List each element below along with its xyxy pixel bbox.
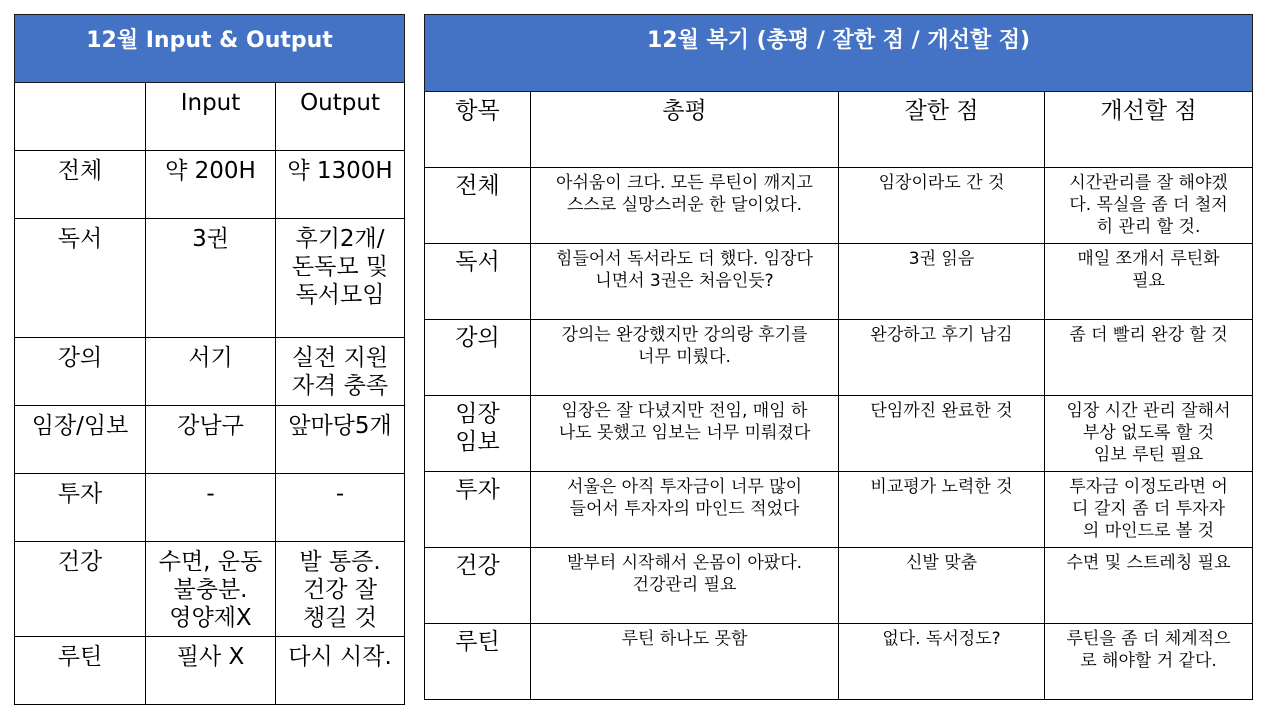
table-row xyxy=(15,338,405,406)
monthly-review-title: 12월 복기 (총평 / 잘한 점 / 개선할 점) xyxy=(425,15,1253,92)
row-label: 건강 xyxy=(15,542,146,637)
improve-cell: 매일 쪼개서 루틴화 필요 xyxy=(1045,244,1253,320)
output-cell: - xyxy=(276,474,405,542)
improve-cell: 좀 더 빨리 완강 할 것 xyxy=(1045,320,1253,396)
table-row xyxy=(15,151,405,219)
table-row xyxy=(425,472,1253,548)
summary-cell: 발부터 시작해서 온몸이 아팠다. 건강관리 필요 xyxy=(531,548,839,624)
row-label: 투자 xyxy=(15,474,146,542)
summary-cell: 강의는 완강했지만 강의랑 후기를 너무 미뤘다. xyxy=(531,320,839,396)
input-output-title: 12월 Input & Output xyxy=(15,15,405,83)
row-label: 독서 xyxy=(15,219,146,338)
output-cell: 후기2개/ 돈독모 및 독서모임 xyxy=(276,219,405,338)
table-row xyxy=(15,406,405,474)
table-row xyxy=(15,474,405,542)
output-cell: 실전 지원 자격 충족 xyxy=(276,338,405,406)
improve-cell: 임장 시간 관리 잘해서 부상 없도록 할 것 임보 루틴 필요 xyxy=(1045,396,1253,472)
good-cell: 비교평가 노력한 것 xyxy=(839,472,1045,548)
improve-cell: 수면 및 스트레칭 필요 xyxy=(1045,548,1253,624)
column-header-blank xyxy=(15,83,146,151)
table-row xyxy=(15,637,405,705)
column-header-output: Output xyxy=(276,83,405,151)
row-label: 전체 xyxy=(425,168,531,244)
table-row xyxy=(425,548,1253,624)
row-label: 건강 xyxy=(425,548,531,624)
row-label: 전체 xyxy=(15,151,146,219)
output-cell: 다시 시작. xyxy=(276,637,405,705)
input-cell: 약 200H xyxy=(146,151,276,219)
column-header-improve: 개선할 점 xyxy=(1045,92,1253,168)
good-cell: 임장이라도 간 것 xyxy=(839,168,1045,244)
input-cell: - xyxy=(146,474,276,542)
row-label: 투자 xyxy=(425,472,531,548)
input-cell: 서기 xyxy=(146,338,276,406)
good-cell: 완강하고 후기 남김 xyxy=(839,320,1045,396)
table-row xyxy=(15,542,405,637)
input-cell: 3권 xyxy=(146,219,276,338)
input-cell: 강남구 xyxy=(146,406,276,474)
table-row xyxy=(425,396,1253,472)
improve-cell: 루틴을 좀 더 체계적으 로 해야할 거 같다. xyxy=(1045,624,1253,700)
output-cell: 약 1300H xyxy=(276,151,405,219)
summary-cell: 힘들어서 독서라도 더 했다. 임장다 니면서 3권은 처음인듯? xyxy=(531,244,839,320)
improve-cell: 시간관리를 잘 해야겠 다. 목실을 좀 더 철저 히 관리 할 것. xyxy=(1045,168,1253,244)
table-row xyxy=(425,624,1253,700)
table-row xyxy=(425,244,1253,320)
table-row xyxy=(425,320,1253,396)
row-label: 임장 임보 xyxy=(425,396,531,472)
row-label: 강의 xyxy=(15,338,146,406)
input-output-table xyxy=(14,14,405,705)
summary-cell: 아쉬움이 크다. 모든 루틴이 깨지고 스스로 실망스러운 한 달이었다. xyxy=(531,168,839,244)
column-header-summary: 총평 xyxy=(531,92,839,168)
output-cell: 앞마당5개 xyxy=(276,406,405,474)
column-header-good: 잘한 점 xyxy=(839,92,1045,168)
good-cell: 신발 맞춤 xyxy=(839,548,1045,624)
column-header-item: 항목 xyxy=(425,92,531,168)
row-label: 루틴 xyxy=(425,624,531,700)
row-label: 강의 xyxy=(425,320,531,396)
column-header-input: Input xyxy=(146,83,276,151)
summary-cell: 서울은 아직 투자금이 너무 많이 들어서 투자자의 마인드 적었다 xyxy=(531,472,839,548)
good-cell: 3권 읽음 xyxy=(839,244,1045,320)
input-cell: 수면, 운동 불충분. 영양제X xyxy=(146,542,276,637)
output-cell: 발 통증. 건강 잘 챙길 것 xyxy=(276,542,405,637)
row-label: 루틴 xyxy=(15,637,146,705)
input-cell: 필사 X xyxy=(146,637,276,705)
good-cell: 없다. 독서정도? xyxy=(839,624,1045,700)
good-cell: 단임까진 완료한 것 xyxy=(839,396,1045,472)
monthly-review-table xyxy=(424,14,1253,700)
improve-cell: 투자금 이정도라면 어 디 갈지 좀 더 투자자 의 마인드로 볼 것 xyxy=(1045,472,1253,548)
table-row xyxy=(15,219,405,338)
row-label: 독서 xyxy=(425,244,531,320)
table-row xyxy=(425,168,1253,244)
summary-cell: 루틴 하나도 못함 xyxy=(531,624,839,700)
summary-cell: 임장은 잘 다녔지만 전임, 매임 하 나도 못했고 임보는 너무 미뤄졌다 xyxy=(531,396,839,472)
row-label: 임장/임보 xyxy=(15,406,146,474)
